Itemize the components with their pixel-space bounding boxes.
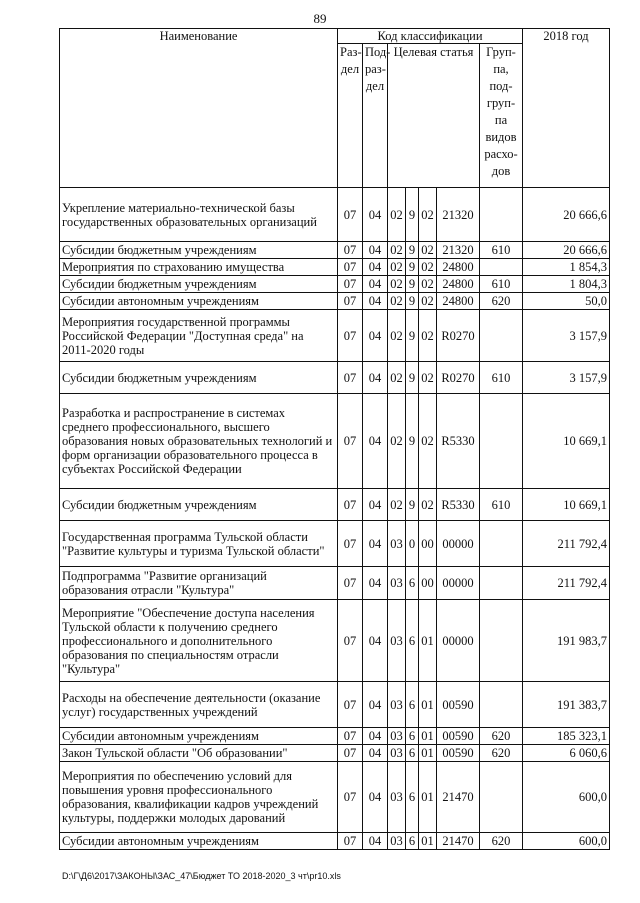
row-target-4: 24800	[437, 259, 480, 276]
row-podrazdel: 04	[363, 242, 388, 259]
row-amount: 1 854,3	[523, 259, 610, 276]
row-name: Расходы на обеспечение деятельности (оказание услуг) государственных учреждений	[60, 682, 338, 728]
row-target-1: 02	[388, 489, 406, 521]
row-amount: 211 792,4	[523, 521, 610, 567]
row-target-4: 00590	[437, 745, 480, 762]
file-path-footer: D:\Г\Д6\2017\ЗАКОНЫ\ЗАС_47\Бюджет ТО 2018-2020_3 чт\pr10.xls	[62, 871, 341, 881]
header-year: 2018 год	[523, 29, 610, 188]
row-razdel: 07	[338, 188, 363, 242]
row-razdel: 07	[338, 310, 363, 362]
row-name: Мероприятия по страхованию имущества	[60, 259, 338, 276]
row-target-4: R5330	[437, 394, 480, 489]
row-name: Субсидии автономным учреждениям	[60, 833, 338, 850]
row-target-3: 02	[419, 259, 437, 276]
row-target-1: 03	[388, 521, 406, 567]
page-number: 89	[313, 11, 327, 26]
row-target-2: 0	[406, 521, 419, 567]
row-amount: 600,0	[523, 833, 610, 850]
row-name: Мероприятие "Обеспечение доступа населения Тульской области к получению среднего профессионального и дополнительного образования по специальностям отрасли "Культура"	[60, 600, 338, 682]
row-amount: 20 666,6	[523, 242, 610, 259]
table-row	[60, 489, 610, 521]
row-target-3: 00	[419, 521, 437, 567]
row-podrazdel: 04	[363, 600, 388, 682]
row-group: 610	[480, 362, 523, 394]
row-group	[480, 394, 523, 489]
row-target-3: 01	[419, 600, 437, 682]
row-target-4: R5330	[437, 489, 480, 521]
row-target-2: 6	[406, 567, 419, 600]
row-razdel: 07	[338, 682, 363, 728]
table-row	[60, 310, 610, 362]
row-podrazdel: 04	[363, 362, 388, 394]
row-target-1: 03	[388, 745, 406, 762]
row-name: Субсидии автономным учреждениям	[60, 728, 338, 745]
row-group	[480, 567, 523, 600]
row-podrazdel: 04	[363, 728, 388, 745]
row-target-4: 00590	[437, 728, 480, 745]
row-target-4: 00590	[437, 682, 480, 728]
row-target-2: 6	[406, 728, 419, 745]
row-target-4: 00000	[437, 521, 480, 567]
row-target-3: 02	[419, 276, 437, 293]
row-name: Разработка и распространение в системах среднего профессионального, высшего образования новых образовательных технологий и форм организации образовательного процесса в субъектах Российской Федерации	[60, 394, 338, 489]
row-razdel: 07	[338, 833, 363, 850]
row-amount: 1 804,3	[523, 276, 610, 293]
row-amount: 211 792,4	[523, 567, 610, 600]
header-target: Целевая статья	[388, 44, 480, 188]
row-amount: 20 666,6	[523, 188, 610, 242]
row-target-2: 9	[406, 489, 419, 521]
table-row	[60, 293, 610, 310]
row-name: Мероприятия по обеспечению условий для повышения уровня профессионального образования, квалификации кадров учреждений культуры, поддержки молодых дарований	[60, 762, 338, 833]
row-razdel: 07	[338, 293, 363, 310]
row-target-4: 24800	[437, 276, 480, 293]
row-group: 610	[480, 242, 523, 259]
table-row	[60, 745, 610, 762]
row-target-1: 03	[388, 762, 406, 833]
row-target-3: 02	[419, 242, 437, 259]
row-amount: 10 669,1	[523, 394, 610, 489]
row-name: Субсидии бюджетным учреждениям	[60, 489, 338, 521]
row-razdel: 07	[338, 362, 363, 394]
row-podrazdel: 04	[363, 521, 388, 567]
row-target-2: 6	[406, 682, 419, 728]
table-row	[60, 362, 610, 394]
row-target-2: 9	[406, 362, 419, 394]
row-target-1: 02	[388, 259, 406, 276]
row-target-4: 00000	[437, 600, 480, 682]
row-target-2: 6	[406, 600, 419, 682]
row-amount: 50,0	[523, 293, 610, 310]
row-target-1: 02	[388, 188, 406, 242]
row-target-2: 9	[406, 188, 419, 242]
row-target-3: 02	[419, 310, 437, 362]
row-podrazdel: 04	[363, 567, 388, 600]
row-razdel: 07	[338, 242, 363, 259]
row-group: 620	[480, 728, 523, 745]
row-name: Субсидии бюджетным учреждениям	[60, 242, 338, 259]
row-target-3: 01	[419, 745, 437, 762]
row-group	[480, 521, 523, 567]
row-podrazdel: 04	[363, 276, 388, 293]
row-name: Субсидии бюджетным учреждениям	[60, 362, 338, 394]
row-razdel: 07	[338, 600, 363, 682]
table-body	[60, 188, 610, 850]
row-amount: 3 157,9	[523, 362, 610, 394]
row-target-2: 9	[406, 310, 419, 362]
row-podrazdel: 04	[363, 259, 388, 276]
row-target-3: 01	[419, 682, 437, 728]
row-podrazdel: 04	[363, 293, 388, 310]
row-amount: 6 060,6	[523, 745, 610, 762]
row-target-3: 02	[419, 188, 437, 242]
row-target-1: 02	[388, 362, 406, 394]
row-target-2: 9	[406, 293, 419, 310]
row-target-1: 03	[388, 728, 406, 745]
row-group: 620	[480, 833, 523, 850]
row-group	[480, 682, 523, 728]
row-name: Субсидии автономным учреждениям	[60, 293, 338, 310]
row-amount: 191 983,7	[523, 600, 610, 682]
row-target-4: R0270	[437, 310, 480, 362]
row-podrazdel: 04	[363, 394, 388, 489]
row-group	[480, 188, 523, 242]
row-target-4: 24800	[437, 293, 480, 310]
table-row	[60, 259, 610, 276]
row-target-4: R0270	[437, 362, 480, 394]
table-row	[60, 567, 610, 600]
header-podrazdel: Под- раз- дел	[363, 44, 388, 188]
row-amount: 185 323,1	[523, 728, 610, 745]
row-target-1: 02	[388, 276, 406, 293]
table-row	[60, 276, 610, 293]
header-code: Код классификации	[338, 29, 523, 44]
row-target-1: 03	[388, 600, 406, 682]
row-target-3: 02	[419, 293, 437, 310]
row-group	[480, 600, 523, 682]
header-razdel: Раз- дел	[338, 44, 363, 188]
row-group: 620	[480, 745, 523, 762]
row-amount: 3 157,9	[523, 310, 610, 362]
row-target-2: 9	[406, 259, 419, 276]
row-target-3: 02	[419, 362, 437, 394]
row-group	[480, 762, 523, 833]
table-row	[60, 394, 610, 489]
header-group: Груп- па, под- груп- па видов расхо- дов	[480, 44, 523, 188]
row-target-2: 9	[406, 242, 419, 259]
row-razdel: 07	[338, 276, 363, 293]
table-row	[60, 682, 610, 728]
row-target-3: 00	[419, 567, 437, 600]
row-target-2: 6	[406, 762, 419, 833]
row-target-4: 21470	[437, 762, 480, 833]
table-row	[60, 600, 610, 682]
row-target-2: 6	[406, 833, 419, 850]
row-group	[480, 259, 523, 276]
row-razdel: 07	[338, 745, 363, 762]
row-name: Подпрограмма "Развитие организаций образования отрасли "Культура"	[60, 567, 338, 600]
row-target-3: 02	[419, 394, 437, 489]
row-target-1: 02	[388, 394, 406, 489]
row-target-4: 21320	[437, 242, 480, 259]
row-target-4: 21320	[437, 188, 480, 242]
row-target-2: 9	[406, 394, 419, 489]
row-name: Мероприятия государственной программы Российской Федерации "Доступная среда" на 2011-2020 годы	[60, 310, 338, 362]
row-target-2: 6	[406, 745, 419, 762]
table-row	[60, 521, 610, 567]
row-group: 610	[480, 276, 523, 293]
row-target-2: 9	[406, 276, 419, 293]
row-target-4: 00000	[437, 567, 480, 600]
row-group	[480, 310, 523, 362]
table-row	[60, 728, 610, 745]
row-razdel: 07	[338, 567, 363, 600]
row-group: 620	[480, 293, 523, 310]
row-podrazdel: 04	[363, 762, 388, 833]
row-podrazdel: 04	[363, 745, 388, 762]
table-row	[60, 188, 610, 242]
row-target-3: 01	[419, 728, 437, 745]
row-target-3: 01	[419, 762, 437, 833]
row-razdel: 07	[338, 394, 363, 489]
row-target-1: 03	[388, 567, 406, 600]
row-target-1: 02	[388, 310, 406, 362]
row-podrazdel: 04	[363, 489, 388, 521]
row-target-1: 03	[388, 682, 406, 728]
row-name: Укрепление материально-технической базы государственных образовательных организаций	[60, 188, 338, 242]
row-target-3: 01	[419, 833, 437, 850]
row-target-4: 21470	[437, 833, 480, 850]
row-name: Закон Тульской области "Об образовании"	[60, 745, 338, 762]
row-podrazdel: 04	[363, 682, 388, 728]
row-razdel: 07	[338, 762, 363, 833]
row-podrazdel: 04	[363, 188, 388, 242]
row-group: 610	[480, 489, 523, 521]
budget-table	[59, 28, 610, 850]
table-row	[60, 833, 610, 850]
row-amount: 191 383,7	[523, 682, 610, 728]
row-amount: 600,0	[523, 762, 610, 833]
row-target-1: 03	[388, 833, 406, 850]
row-razdel: 07	[338, 489, 363, 521]
table-row	[60, 762, 610, 833]
row-podrazdel: 04	[363, 310, 388, 362]
row-razdel: 07	[338, 728, 363, 745]
row-target-3: 02	[419, 489, 437, 521]
row-razdel: 07	[338, 521, 363, 567]
row-podrazdel: 04	[363, 833, 388, 850]
row-razdel: 07	[338, 259, 363, 276]
row-amount: 10 669,1	[523, 489, 610, 521]
row-target-1: 02	[388, 242, 406, 259]
table-row	[60, 242, 610, 259]
row-name: Субсидии бюджетным учреждениям	[60, 276, 338, 293]
header-name: Наименование	[60, 29, 338, 188]
row-name: Государственная программа Тульской области "Развитие культуры и туризма Тульской области"	[60, 521, 338, 567]
row-target-1: 02	[388, 293, 406, 310]
